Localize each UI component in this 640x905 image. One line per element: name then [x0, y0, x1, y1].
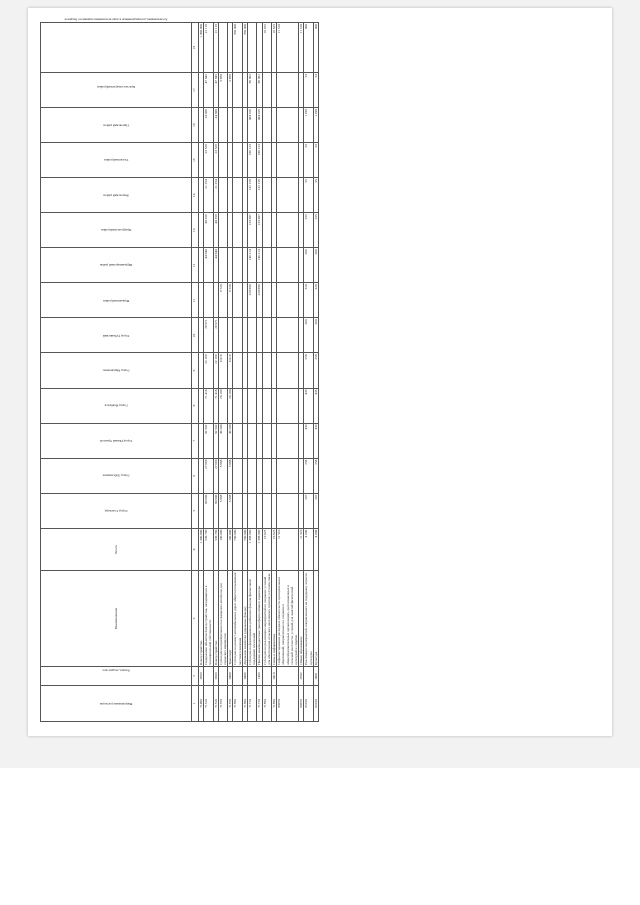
header-row	[41, 23, 192, 722]
table-cell	[277, 353, 299, 388]
table-cell: 89 962	[257, 73, 262, 108]
table-cell: 258	[304, 458, 313, 493]
table-cell: 260	[313, 318, 318, 353]
column-header	[41, 143, 192, 178]
column-header-label: Город Ноябрьск	[104, 403, 128, 408]
table-cell	[218, 23, 227, 73]
table-cell	[218, 178, 227, 213]
table-cell: 85190	[304, 685, 313, 721]
column-header-label: Наименование	[113, 607, 118, 630]
table-cell: 82 502	[213, 423, 218, 458]
table-cell: Софинансирование расходных обязательств муниципальных образований, направленных на создание в общеобразовательных организациях, расположенных в сельской местности, условий для занятий физической культурой и спортом	[277, 571, 299, 667]
table-cell	[248, 353, 257, 388]
table-cell: 255	[304, 213, 313, 248]
table-cell: 16 625	[262, 23, 271, 73]
column-number: 10	[192, 318, 199, 353]
table-cell: 484 016	[248, 108, 257, 143]
table-cell: 258	[304, 353, 313, 388]
table-cell: 24 309	[204, 108, 213, 143]
rotated-content	[28, 8, 612, 736]
table-cell: 267	[313, 493, 318, 528]
table-cell	[262, 318, 271, 353]
column-header-label: Пуровский район	[103, 123, 129, 128]
table-cell: 71 418	[213, 388, 218, 423]
table-cell: 80970	[299, 685, 304, 721]
table-cell: 433	[304, 423, 313, 458]
table-cell	[277, 666, 299, 685]
table-cell: Культура	[313, 571, 318, 667]
column-number: 3	[192, 571, 199, 667]
table-cell: 71570	[218, 685, 227, 721]
table-cell	[233, 73, 242, 108]
table-cell: 40 359	[213, 213, 218, 248]
column-header-label: Город Новый Уренгой	[100, 438, 132, 443]
table-cell: 0702	[299, 666, 304, 685]
table-cell: Субсидии на реализацию мероприятий по созданию условий для обеспечения сельских населенных пунктов услугами связи	[262, 571, 271, 667]
document-page	[28, 8, 612, 736]
table-cell: Субсидии на формирование районных фондов финансовой поддержки поселений	[248, 571, 257, 667]
table-cell	[233, 248, 242, 283]
table-cell: 484 016	[257, 108, 262, 143]
table-cell	[262, 388, 271, 423]
table-cell: 133 607	[257, 213, 262, 248]
table-cell	[248, 666, 257, 685]
table-cell: 1 300 000	[199, 23, 204, 73]
table-cell: 5 968	[218, 493, 227, 528]
table-cell: 11 510	[277, 23, 299, 73]
table-cell: 71510	[204, 685, 213, 721]
table-row	[313, 23, 318, 722]
column-header-label: Всего	[113, 545, 118, 554]
table-cell: 700 000	[233, 23, 242, 73]
table-cell: 27 669	[213, 458, 218, 493]
column-number: 5	[192, 493, 199, 528]
table-cell: 24 309	[213, 108, 218, 143]
table-cell	[277, 248, 299, 283]
table-row	[262, 23, 271, 722]
table-cell	[204, 666, 213, 685]
table-cell: 189 123	[257, 143, 262, 178]
table-cell: 5 968	[218, 458, 227, 493]
table-cell: Прочие межбюджетные трансферты общего характера	[257, 571, 262, 667]
table-cell	[277, 143, 299, 178]
table-cell	[262, 458, 271, 493]
table-cell: 149 214	[248, 248, 257, 283]
column-number: 17	[192, 73, 199, 108]
table-cell: 149 214	[257, 248, 262, 283]
table-cell: 132 158	[257, 178, 262, 213]
table-cell: 0410	[272, 666, 277, 685]
column-header-label: Раздел, подраз-дел	[102, 668, 130, 673]
table-cell: 100 000	[228, 528, 233, 570]
table-cell: Транспорт	[228, 571, 233, 667]
table-cell: 23 529	[204, 143, 213, 178]
table-cell: 53	[313, 73, 318, 108]
table-cell: 255	[313, 213, 318, 248]
table-cell: 16 625	[272, 528, 277, 570]
table-cell: 320	[304, 283, 313, 318]
column-number: 15	[192, 143, 199, 178]
table-cell: 5 968	[228, 493, 233, 528]
table-cell: 49 200	[218, 423, 227, 458]
table-cell: 1 300 000	[199, 528, 204, 570]
table-cell: 400	[304, 23, 313, 73]
table-cell	[218, 666, 227, 685]
table-cell: 21 254	[213, 178, 218, 213]
table-cell: Дорожное хозяйство (дорожные фонды)	[242, 571, 247, 667]
table-cell	[218, 143, 227, 178]
column-header	[41, 571, 192, 667]
column-header-label: Приуральский район	[100, 228, 132, 233]
table-cell	[262, 213, 271, 248]
column-number-row	[192, 23, 199, 722]
table-cell	[277, 318, 299, 353]
column-number: 2	[192, 666, 199, 685]
table-cell	[277, 108, 299, 143]
table-cell	[277, 73, 299, 108]
column-header	[41, 493, 192, 528]
table-cell	[233, 493, 242, 528]
table-cell	[262, 108, 271, 143]
table-cell	[218, 248, 227, 283]
column-header-label: Ямальский район	[103, 193, 129, 198]
table-cell: Благоустройство	[213, 571, 218, 667]
column-number: 16	[192, 108, 199, 143]
table-cell	[204, 283, 213, 318]
table-cell: 435	[304, 388, 313, 423]
column-header	[41, 353, 192, 388]
table-cell: 258	[313, 353, 318, 388]
column-header-label: Город Муравленко	[102, 368, 130, 373]
table-cell: 85190	[313, 685, 318, 721]
column-header-label: Город Губкинский	[102, 333, 130, 338]
table-cell: Субсидии на приобретение пассажирских автобусов для городских маршрутов	[218, 571, 227, 667]
table-cell	[233, 283, 242, 318]
column-header-label: Ассигнования, распределяемые в ходе исполнения окружного бюджета	[64, 17, 168, 22]
table-cell	[277, 423, 299, 458]
table-cell	[262, 178, 271, 213]
table-cell: 4 609	[313, 528, 318, 570]
table-cell	[233, 178, 242, 213]
column-number: 7	[192, 423, 199, 458]
table-cell: 22 169	[213, 353, 218, 388]
table-cell: 71850	[262, 685, 271, 721]
column-number: 1	[192, 685, 199, 721]
column-header	[41, 685, 192, 721]
column-header	[41, 283, 192, 318]
table-cell: 80970	[277, 685, 299, 721]
table-cell	[277, 178, 299, 213]
table-cell: 71590	[242, 685, 247, 721]
column-number: 9	[192, 353, 199, 388]
table-cell: 6 720	[218, 283, 227, 318]
table-cell: 27 669	[204, 458, 213, 493]
column-number: 11	[192, 283, 199, 318]
table-cell: 71 418	[204, 388, 213, 423]
table-cell: 0801	[313, 666, 318, 685]
table-cell: 20 160	[218, 388, 227, 423]
column-header-label: Направление расходов	[99, 701, 133, 706]
column-header	[41, 17, 192, 73]
table-cell: 1 298	[304, 108, 313, 143]
table-cell: 26 971	[213, 318, 218, 353]
table-cell: 55	[313, 178, 318, 213]
table-cell: 4 609	[304, 528, 313, 570]
table-cell: 21 119	[204, 23, 213, 73]
table-cell	[262, 143, 271, 178]
column-header-label: Город Салехард	[104, 508, 128, 513]
table-cell	[218, 108, 227, 143]
table-cell: 23 529	[213, 143, 218, 178]
table-cell: Связь и информатика	[272, 571, 277, 667]
table-cell: 266	[304, 248, 313, 283]
column-header	[41, 423, 192, 458]
column-header	[41, 248, 192, 283]
table-cell: 71710	[257, 685, 262, 721]
table-cell: 80 906	[204, 493, 213, 528]
table-cell: 1 398 960	[248, 528, 257, 570]
table-cell: 320	[313, 283, 318, 318]
table-cell: Субсидии на ремонт автомобильных дорог общего пользования местного значения	[233, 572, 242, 665]
table-row	[233, 23, 242, 722]
table-cell: 71490	[199, 685, 204, 721]
table-cell: 71510	[213, 685, 218, 721]
table-cell	[233, 353, 242, 388]
table-cell: 44 640	[213, 248, 218, 283]
column-number: 12	[192, 248, 199, 283]
column-header	[41, 458, 192, 493]
table-cell	[233, 666, 242, 685]
table-cell: 21 119	[213, 23, 218, 73]
column-header	[41, 73, 192, 108]
table-cell: 0408	[228, 666, 233, 685]
table-cell: 82 502	[204, 423, 213, 458]
table-cell: 260	[304, 318, 313, 353]
table-cell	[218, 318, 227, 353]
column-header-label: Шурышкарский район	[99, 263, 133, 268]
table-cell: 0503	[213, 666, 218, 685]
table-cell	[304, 666, 313, 685]
table-cell: 700 000	[233, 528, 242, 570]
table-cell: 433	[313, 423, 318, 458]
table-cell: 47 945	[204, 73, 213, 108]
column-number: 4	[192, 528, 199, 570]
column-header-label: Надымский район	[102, 298, 130, 303]
table-cell	[233, 143, 242, 178]
table-cell: 71590	[233, 685, 242, 721]
column-number: 8	[192, 388, 199, 423]
table-cell: 80 906	[213, 493, 218, 528]
table-cell	[248, 388, 257, 423]
table-cell: 1403	[257, 666, 262, 685]
table-cell	[233, 213, 242, 248]
table-cell	[248, 493, 257, 528]
table-cell: 11 510	[299, 528, 304, 570]
table-cell: 71850	[272, 685, 277, 721]
table-cell: 22 169	[204, 353, 213, 388]
budget-table	[40, 17, 319, 722]
table-cell: 89 962	[248, 73, 257, 108]
table-cell	[262, 353, 271, 388]
table-cell: 71710	[248, 685, 257, 721]
table-cell	[248, 423, 257, 458]
table-cell	[277, 458, 299, 493]
table-cell: 71570	[228, 685, 233, 721]
table-cell: 6 016	[228, 353, 233, 388]
column-number: 14	[192, 178, 199, 213]
table-cell	[262, 248, 271, 283]
table-cell	[277, 213, 299, 248]
table-cell: Реализация мероприятий, направленных на поддержку отрасли культуры	[304, 571, 313, 667]
table-cell	[262, 423, 271, 458]
table-cell: 6 720	[228, 283, 233, 318]
table-cell: 40 359	[204, 213, 213, 248]
table-cell: 1 298	[313, 108, 318, 143]
column-number: 13	[192, 213, 199, 248]
table-cell: 49 200	[228, 423, 233, 458]
table-cell: 0503	[199, 666, 204, 685]
table-cell: 53	[304, 143, 313, 178]
table-row	[304, 23, 313, 722]
column-header	[41, 213, 192, 248]
table-cell: 16 625	[272, 23, 277, 73]
table-row	[277, 23, 299, 722]
table-cell	[262, 73, 271, 108]
table-cell	[218, 213, 227, 248]
table-cell: 20 160	[228, 388, 233, 423]
table-cell: 53	[304, 73, 313, 108]
table-cell: 133 607	[248, 213, 257, 248]
table-cell: 100 000	[218, 528, 227, 570]
table-cell	[248, 23, 257, 73]
table-cell: 266	[313, 248, 318, 283]
table-cell: 5 968	[228, 73, 233, 108]
table-cell	[233, 108, 242, 143]
column-header	[41, 318, 192, 353]
table-row	[204, 23, 213, 722]
table-cell: 132 158	[248, 178, 257, 213]
column-header	[41, 666, 192, 685]
table-cell: 536 790	[204, 528, 213, 570]
table-cell: 536 790	[213, 528, 218, 570]
column-number: 18	[192, 23, 199, 73]
column-header-label: Тазовский район	[103, 158, 129, 163]
table-cell: 220 880	[257, 283, 262, 318]
table-cell: 21 254	[204, 178, 213, 213]
table-cell: 44 640	[204, 248, 213, 283]
table-cell: 5 968	[218, 73, 227, 108]
table-cell	[233, 318, 242, 353]
table-cell: 11 510	[277, 528, 299, 570]
column-number: 6	[192, 458, 199, 493]
table-cell: 26 971	[204, 318, 213, 353]
table-cell: 220 880	[248, 283, 257, 318]
column-header-label: Город Лабытнанги	[102, 473, 130, 478]
table-cell	[277, 388, 299, 423]
table-cell: 0409	[242, 666, 247, 685]
table-cell	[277, 493, 299, 528]
table-cell: 6 016	[218, 353, 227, 388]
table-cell: 11 510	[299, 23, 304, 73]
table-cell: 16 625	[262, 528, 271, 570]
table-row	[248, 23, 257, 722]
table-cell	[248, 318, 257, 353]
table-cell: 700 000	[242, 528, 247, 570]
table-cell	[233, 388, 242, 423]
table-cell: 5 968	[228, 458, 233, 493]
table-cell: 435	[313, 388, 318, 423]
column-header	[41, 528, 192, 570]
column-header	[41, 178, 192, 213]
column-header-label: Красноселькупский район	[96, 85, 136, 90]
table-cell: Общее образование	[299, 571, 304, 667]
table-cell: 267	[304, 493, 313, 528]
table-cell: 700 000	[242, 23, 247, 73]
table-cell	[262, 493, 271, 528]
table-cell: Содержание объектов благоустройства, находящихся в муниципальной собственности	[204, 571, 213, 667]
table-cell: Благоустройство	[199, 571, 204, 667]
table-cell: 55	[304, 178, 313, 213]
table-row	[218, 23, 227, 722]
table-cell: 1 398 960	[257, 528, 262, 570]
table-cell: 47 945	[213, 73, 218, 108]
table-cell	[233, 458, 242, 493]
table-cell	[277, 283, 299, 318]
table-cell: 53	[313, 143, 318, 178]
table-cell	[262, 283, 271, 318]
column-header	[41, 388, 192, 423]
table-cell	[248, 458, 257, 493]
table-cell: 189 123	[248, 143, 257, 178]
table-cell	[262, 666, 271, 685]
column-header	[41, 108, 192, 143]
table-cell	[233, 423, 242, 458]
table-cell: 400	[313, 23, 318, 73]
table-cell: 258	[313, 458, 318, 493]
